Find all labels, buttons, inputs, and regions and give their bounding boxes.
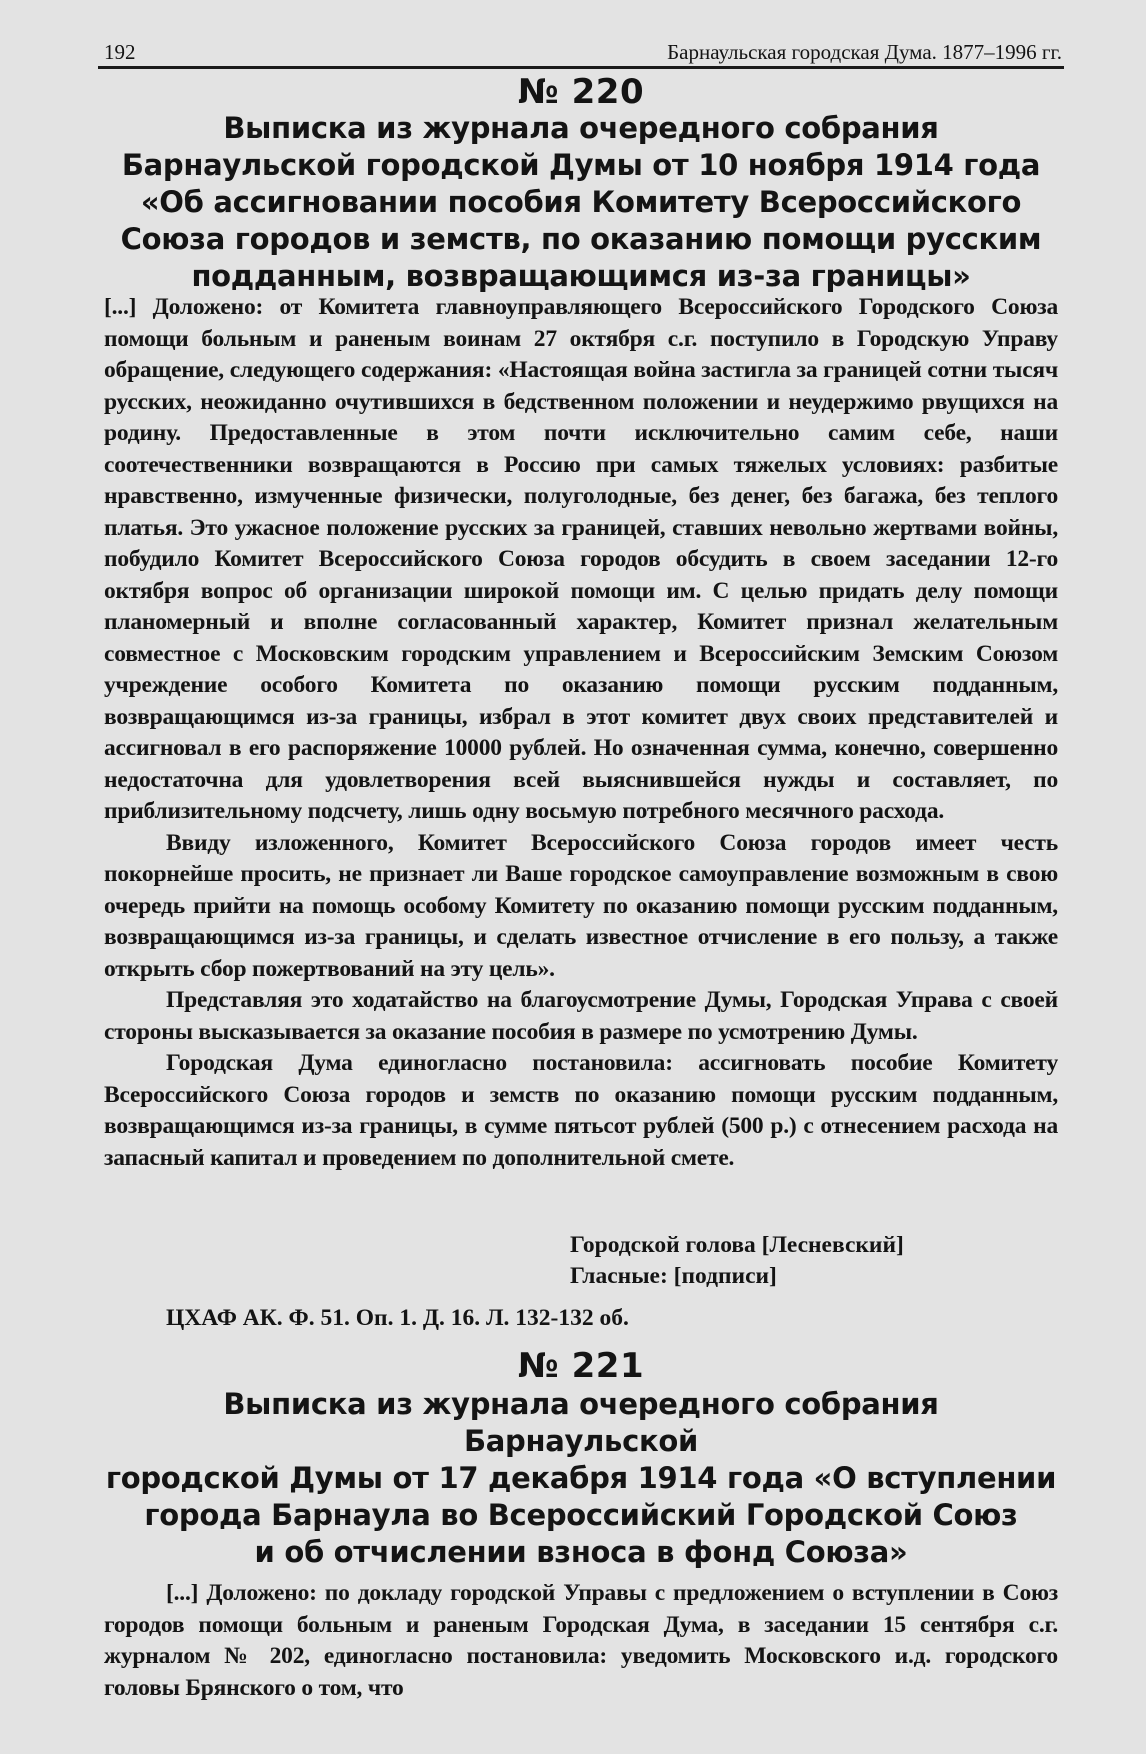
title-line: подданным, возвращающимся из-за границы» — [191, 259, 971, 293]
document-title-220 — [104, 110, 1058, 295]
title-line: городской Думы от 17 декабря 1914 года «О вступлении — [105, 1461, 1057, 1495]
title-line: Союза городов и земств, по оказанию помощи русским — [120, 222, 1042, 256]
body-paragraph: Представляя это ходатайство на благоусмотрение Думы, Городская Управа с своей стороны высказывается за оказание пособия в размере по усмотрению Думы. — [104, 987, 1058, 1045]
body-paragraph: [...] Доложено: от Комитета главноуправляющего Всероссийского Городского Союза помощи больным и раненым воинам 27 октября с.г. поступило в Городскую Управу обращение, следующего содержания: «Настоящая война застигла за границей сотни тысяч русских, неожиданно очутившихся в бедственном положении и неудержимо рвущихся на родину. Предоставленные в этом почти исключительно самим себе, наши соотечественники возвращаются в Россию при самых тяжелых условиях: разбитые нравственно, измученные физически, полуголодные, без денег, без багажа, без теплого платья. Это ужасное положение русских за границей, ставших невольно жертвами войны, побудило Комитет Всероссийского Союза городов обсудить в своем заседании 12-го октября вопрос об организации широкой помощи им. С целью придать делу помощи планомерный и вполне согласованный характер, Комитет признал желательным совместное с Московским городским управлением и Всероссийским Земским Союзом учреждение особого Комитета по оказанию помощи русским подданным, возвращающимся из-за границы, избрал в этот комитет двух своих представителей и ассигновал в его распоряжение 10000 рублей. Но означенная сумма, конечно, совершенно недостаточна для удовлетворения всей выяснившейся нужды и составляет, по приблизительному подсчету, лишь одну восьмую потребного месячного расхода. — [104, 294, 1058, 824]
page-number: 192 — [104, 40, 136, 64]
page-header — [104, 40, 1062, 66]
title-line: Выписка из журнала очередного собрания Барнаульской — [223, 1387, 939, 1458]
body-paragraph: Городская Дума единогласно постановила: ассигновать пособие Комитету Всероссийского Союза городов и земств по оказанию помощи русским подданным, возвращающимся из-за границы, в сумме пятьсот рублей (500 р.) с отнесением расхода на запасный капитал и проведением по дополнительной смете. — [104, 1050, 1058, 1171]
title-line: города Барнаула во Всероссийский Городской Союз — [144, 1498, 1018, 1532]
document-number-221: № 221 — [517, 1346, 645, 1386]
header-rule — [98, 66, 1064, 69]
title-line: Выписка из журнала очередного собрания — [223, 111, 939, 145]
signature-mayor: Городской голова [Лесневский] — [570, 1232, 904, 1258]
title-line: Барнаульской городской Думы от 10 ноября 1914 года — [121, 148, 1041, 182]
body-paragraph: Ввиду изложенного, Комитет Всероссийского Союза городов имеет честь покорнейше просить, не признает ли Ваше городское самоуправление возможным в свою очередь прийти на помощь особому Комитету по оказанию помощи русским подданным, возвращающимся из-за границы, и сделать известное отчисление в его пользу, а также открыть сбор пожертвований на эту цель». — [104, 829, 1058, 982]
signature-councillors: Гласные: [подписи] — [570, 1263, 777, 1289]
archive-reference: ЦХАФ АК. Ф. 51. Оп. 1. Д. 16. Л. 132-132 об. — [166, 1305, 629, 1331]
title-line: «Об ассигновании пособия Комитету Всероссийского — [140, 185, 1022, 219]
body-paragraph: [...] Доложено: по докладу городской Управы с предложением о вступлении в Союз городов помощи больным и раненым Городская Дума, в заседании 15 сентября с.г. журналом № 202, единогласно постановила: уведомить Московского и.д. городского головы Брянского о том, что — [104, 1580, 1058, 1701]
document-number-220: № 220 — [517, 72, 645, 112]
document-body-221 — [104, 1578, 1058, 1704]
signatures — [570, 1230, 990, 1292]
document-title-221 — [104, 1386, 1058, 1571]
title-line: и об отчислении взноса в фонд Союза» — [254, 1535, 908, 1569]
running-title: Барнаульская городская Дума. 1877–1996 гг. — [667, 40, 1062, 64]
document-body-220 — [104, 292, 1058, 1174]
